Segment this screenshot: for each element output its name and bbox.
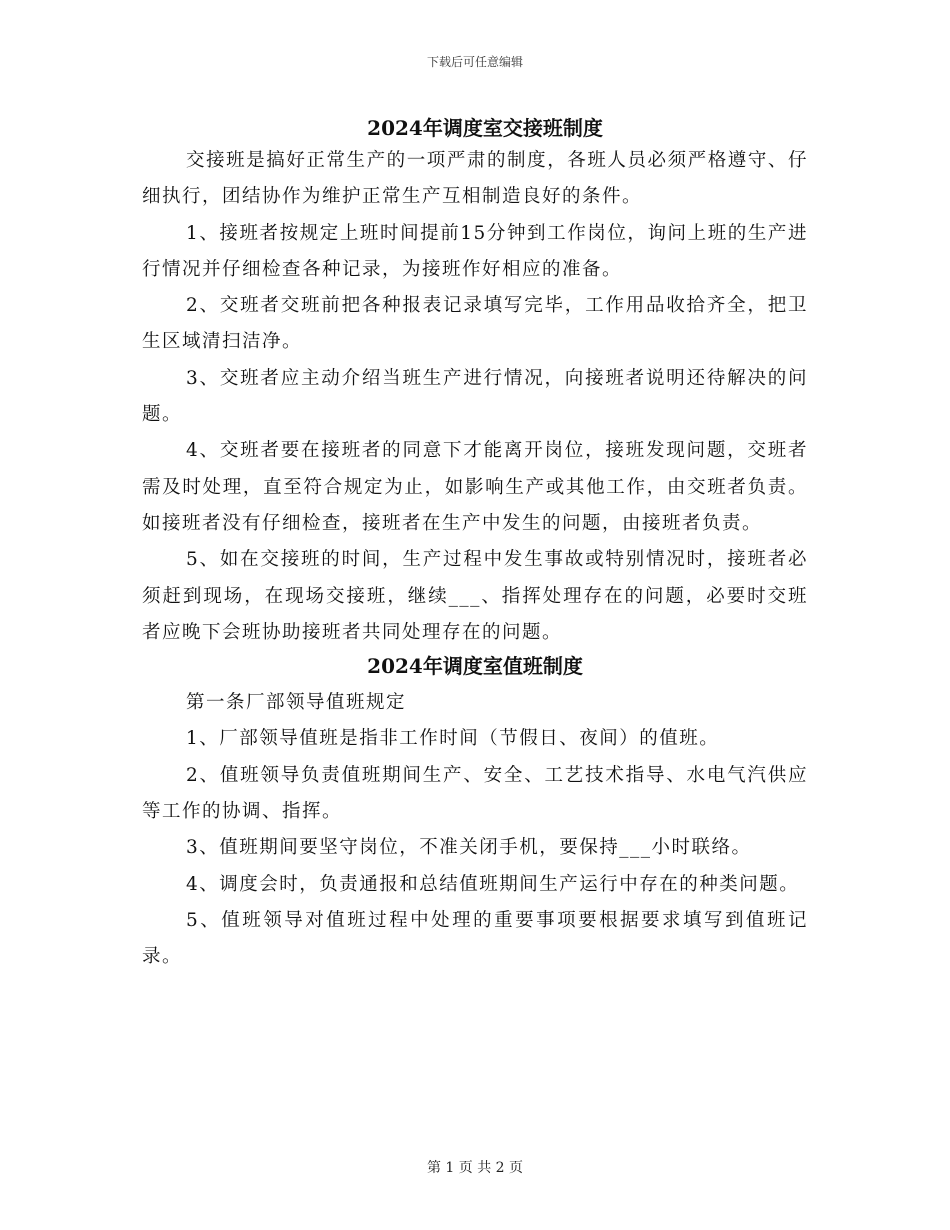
section2-paragraph: 2、值班领导负责值班期间生产、安全、工艺技术指导、水电气汽供应等工作的协调、指挥。 [142, 764, 808, 823]
section1-paragraph: 3、交班者应主动介绍当班生产进行情况，向接班者说明还待解决的问题。 [142, 367, 808, 426]
section1-paragraph: 1、接班者按规定上班时间提前15分钟到工作岗位，询问上班的生产进行情况并仔细检查各种记录，为接班作好相应的准备。 [142, 222, 808, 280]
section1-title: 2024年调度室交接班制度 [367, 116, 603, 140]
section2-paragraph: 3、值班期间要坚守岗位，不准关闭手机，要保持___小时联络。 [186, 837, 752, 859]
section1-paragraph: 2、交班者交班前把各种报表记录填写完毕，工作用品收拾齐全，把卫生区域清扫洁净。 [142, 295, 808, 353]
page-header-note: 下载后可任意编辑 [426, 55, 523, 69]
page-footer-number: 第 1 页 共 2 页 [426, 1160, 524, 1176]
section2-paragraph: 5、值班领导对值班过程中处理的重要事项要根据要求填写到值班记录。 [142, 909, 808, 968]
section2-paragraph: 4、调度会时，负责通报和总结值班期间生产运行中存在的种类问题。 [186, 873, 800, 895]
section2-title: 2024年调度室值班制度 [367, 654, 583, 679]
section2-paragraph: 第一条厂部领导值班规定 [186, 692, 407, 714]
section1-paragraph: 交接班是搞好正常生产的一项严肃的制度，各班人员必须严格遵守、仔细执行，团结协作为维护正常生产互相制造良好的条件。 [142, 150, 808, 208]
section1-paragraph: 4、交班者要在接班者的同意下才能离开岗位，接班发现问题，交班者需及时处理，直至符合规定为止，如影响生产或其他工作，由交班者负责。如接班者没有仔细检查，接班者在生产中发生的问题，由接班者负责。 [142, 440, 808, 534]
section1-paragraph: 5、如在交接班的时间，生产过程中发生事故或特别情况时，接班者必须赶到现场，在现场交接班，继续___、指挥处理存在的问题，必要时交班者应晚下会班协助接班者共同处理存在的问题。 [142, 549, 808, 643]
section2-paragraph: 1、厂部领导值班是指非工作时间（节假日、夜间）的值班。 [186, 728, 720, 750]
document-body [142, 113, 808, 976]
